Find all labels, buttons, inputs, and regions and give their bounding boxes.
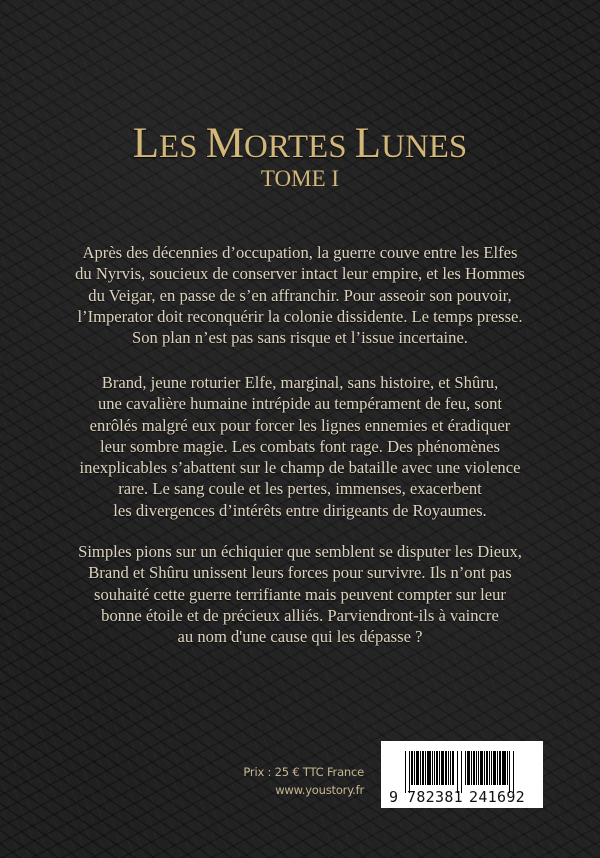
publisher-website: www.youstory.fr xyxy=(275,783,364,797)
blurb-line: Son plan n’est pas sans risque et l’issue incertaine. xyxy=(132,328,468,348)
book-title xyxy=(0,122,600,169)
barcode-bars-icon xyxy=(405,751,529,791)
blurb-line: Brand, jeune roturier Elfe, marginal, sans histoire, et Shûru, xyxy=(101,373,499,392)
blurb-paragraph-1 xyxy=(70,242,530,348)
blurb-line: bonne étoile et de précieux alliés. Parviendront-ils à vaincre xyxy=(101,605,499,625)
blurb-line: les divergences d’intérêts entre dirigeants de Royaumes. xyxy=(113,500,487,520)
blurb-line: Après des décennies d’occupation, la guerre couve entre les Elfes xyxy=(82,243,518,262)
title-initial-l2: L xyxy=(354,120,382,167)
blurb-line: souhaité cette guerre terrifiante mais peuvent compter sur leur xyxy=(94,584,506,604)
blurb-line: l’Imperator doit reconquérir la colonie dissidente. Le temps presse. xyxy=(77,306,523,326)
isbn-number xyxy=(389,789,539,805)
price-and-publisher xyxy=(243,763,364,799)
title-initial-m: M xyxy=(205,120,245,167)
blurb-line: une cavalière humaine intrépide au tempérament de feu, sont xyxy=(97,394,503,414)
title-initial-l: L xyxy=(132,120,160,167)
isbn-right-group: 241692 xyxy=(469,788,525,806)
blurb-line: Brand et Shûru unissent leurs forces pour survivre. Ils n’ont pas xyxy=(88,563,512,583)
title-word-lunes: UNES xyxy=(381,129,468,165)
blurb-line: rare. Le sang coule et les pertes, immenses, exacerbent xyxy=(118,479,482,499)
blurb-line: leur sombre magie. Les combats font rage. Des phénomènes xyxy=(100,436,500,456)
blurb-line: du Nyrvis, soucieux de conserver intact leur empire, et les Hommes xyxy=(75,264,525,284)
price-label: Prix : 25 € TTC France xyxy=(243,765,364,779)
blurb-paragraph-3 xyxy=(70,541,530,647)
isbn-barcode xyxy=(381,741,543,808)
title-word-mortes: ORTES xyxy=(244,129,355,165)
isbn-left-group: 782381 xyxy=(407,788,463,806)
isbn-first-digit: 9 xyxy=(389,788,399,806)
blurb-line: du Veigar, en passe de s’en affranchir. Pour asseoir son pouvoir, xyxy=(88,285,512,305)
blurb-line: inexplicables s’abattent sur le champ de bataille avec une violence xyxy=(79,458,521,478)
title-word-les: ES xyxy=(159,129,206,165)
blurb-line: Simples pions sur un échiquier que semblent se disputer les Dieux, xyxy=(78,542,522,561)
blurb-paragraph-2 xyxy=(70,372,530,521)
blurb-line: au nom d'une cause qui les dépasse ? xyxy=(177,627,423,647)
book-subtitle: TOME I xyxy=(260,166,340,191)
blurb-line: enrôlés malgré eux pour forcer les lignes ennemies et éradiquer xyxy=(89,415,511,435)
